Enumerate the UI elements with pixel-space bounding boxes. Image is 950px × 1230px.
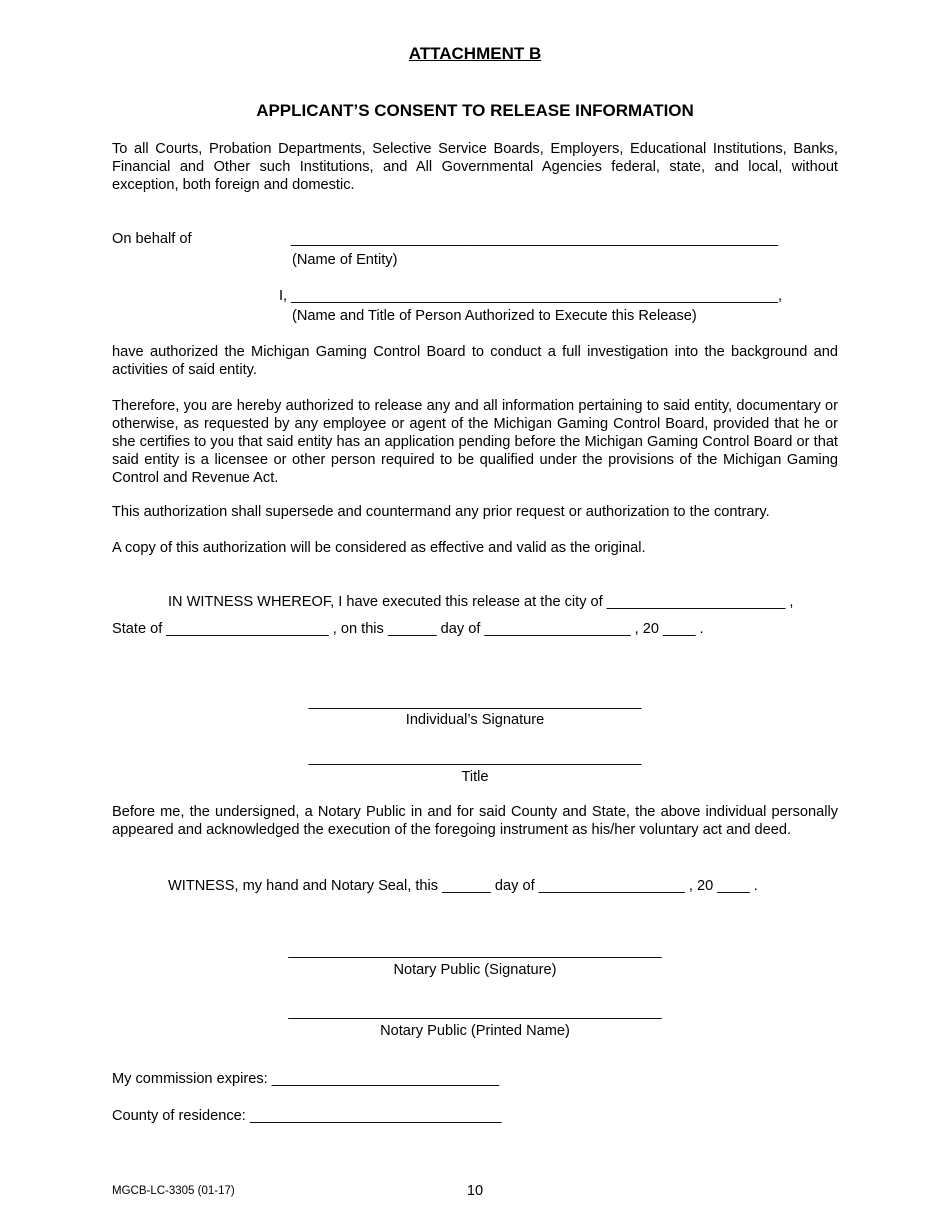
notary-printed-name-line[interactable]: ______________________________________________: [288, 1004, 662, 1020]
page-title: APPLICANT’S CONSENT TO RELEASE INFORMATION: [256, 101, 694, 120]
entity-name-line[interactable]: ____________________________________________________________: [291, 231, 778, 247]
form-id: MGCB-LC-3305 (01-17): [112, 1185, 235, 1197]
person-name-caption: (Name and Title of Person Authorized to Execute this Release): [292, 308, 697, 324]
notary-printed-name-caption: Notary Public (Printed Name): [380, 1023, 570, 1039]
copy-paragraph: A copy of this authorization will be considered as effective and valid as the original.: [112, 540, 646, 556]
title-signature-line[interactable]: _________________________________________: [308, 750, 642, 766]
page-number: 10: [466, 1183, 484, 1199]
attachment-heading: ATTACHMENT B: [408, 44, 542, 63]
on-behalf-label: On behalf of: [112, 231, 192, 247]
authorized-paragraph: have authorized the Michigan Gaming Control Board to conduct a full investigation into the background and activities of said entity.: [112, 344, 838, 378]
person-prefix: I,: [279, 288, 288, 304]
county-of-residence-field[interactable]: County of residence: _______________________________: [112, 1108, 502, 1124]
notary-witness-line[interactable]: WITNESS, my hand and Notary Seal, this ______ day of __________________ , 20 ____ .: [168, 878, 758, 894]
title-signature-caption: Title: [461, 769, 489, 785]
witness-line-1[interactable]: IN WITNESS WHEREOF, I have executed this release at the city of ______________________ ,: [168, 594, 794, 610]
witness-line-2[interactable]: State of ____________________ , on this ______ day of __________________ , 20 ____ .: [112, 621, 704, 637]
notary-paragraph: Before me, the undersigned, a Notary Public in and for said County and State, the above individual personally appeared and acknowledged the execution of the foregoing instrument as his/her voluntary act and deed.: [112, 804, 838, 838]
intro-paragraph: To all Courts, Probation Departments, Selective Service Boards, Employers, Educational Institutions, Banks, Financial and Other such Institutions, and All Governmental Agencies federal, state, and local, without exception, both foreign and domestic.: [112, 141, 838, 193]
person-name-line[interactable]: ____________________________________________________________,: [291, 288, 783, 304]
notary-signature-line[interactable]: ______________________________________________: [288, 943, 662, 959]
commission-expires-field[interactable]: My commission expires: ____________________________: [112, 1071, 500, 1087]
supersede-paragraph: This authorization shall supersede and countermand any prior request or authorization to the contrary.: [112, 504, 770, 520]
individual-signature-line[interactable]: _________________________________________: [308, 694, 642, 710]
notary-signature-caption: Notary Public (Signature): [393, 962, 557, 978]
individual-signature-caption: Individual’s Signature: [405, 712, 545, 728]
therefore-paragraph: Therefore, you are hereby authorized to release any and all information pertaining to said entity, documentary or otherwise, as requested by any employee or agent of the Michigan Gaming Control Board, provided that he or she certifies to you that said entity has an application pending before the Michigan Gaming Control Board or that said entity is a licensee or other person required to be qualified under the provisions of the Michigan Gaming Control and Revenue Act.: [112, 398, 838, 486]
entity-name-caption: (Name of Entity): [292, 252, 398, 268]
